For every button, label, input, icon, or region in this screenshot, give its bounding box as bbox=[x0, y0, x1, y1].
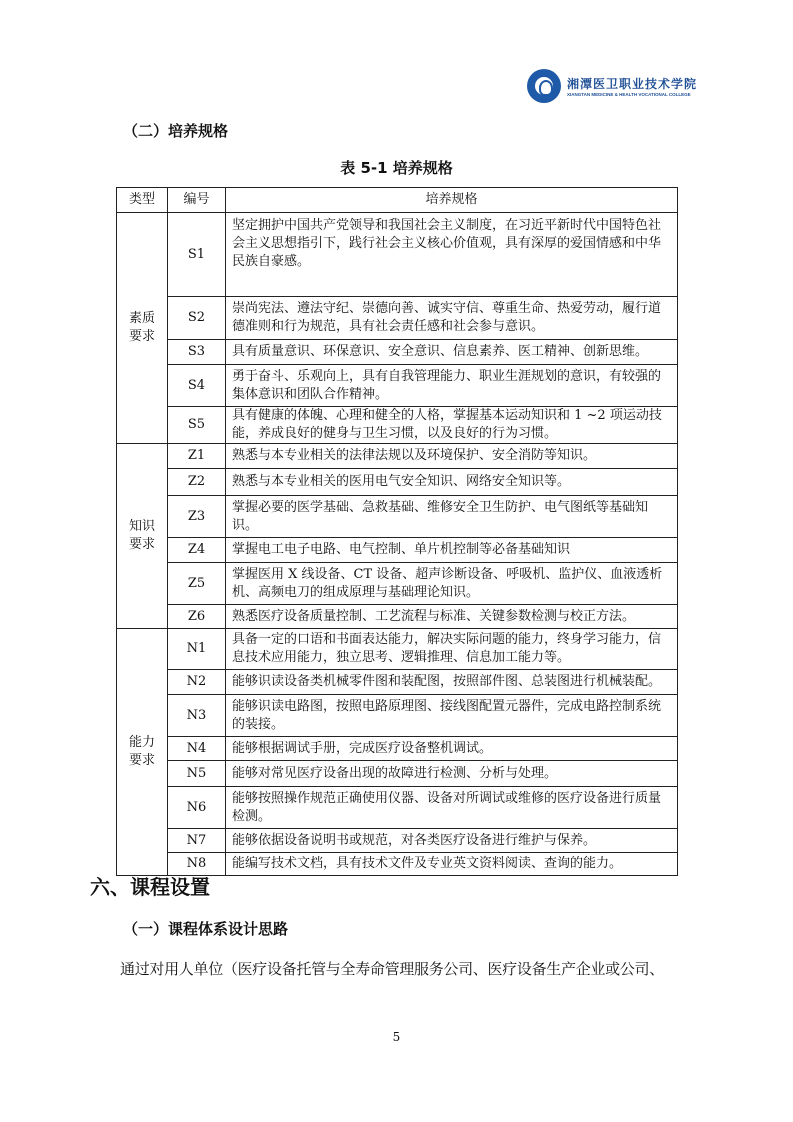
category-cell: 素质要求 bbox=[117, 213, 168, 444]
spec-cell: 崇尚宪法、遵法守纪、崇德向善、诚实守信、尊重生命、热爱劳动，履行道德准则和行为规范，具有社会责任感和社会参与意识。 bbox=[226, 297, 678, 340]
table-row bbox=[117, 496, 678, 538]
table-row bbox=[117, 340, 678, 365]
spec-cell: 掌握医用 X 线设备、CT 设备、超声诊断设备、呼吸机、监护仪、血液透析机、高频电刀的组成原理与基础理论知识。 bbox=[226, 563, 678, 605]
category-cell: 知识要求 bbox=[117, 444, 168, 629]
code-cell: S4 bbox=[168, 365, 226, 407]
table-row bbox=[117, 829, 678, 853]
code-cell: N8 bbox=[168, 853, 226, 876]
code-cell: N2 bbox=[168, 670, 226, 695]
spec-cell: 掌握必要的医学基础、急救基础、维修安全卫生防护、电气图纸等基础知识。 bbox=[226, 496, 678, 538]
code-cell: N5 bbox=[168, 761, 226, 787]
spec-cell: 能够按照操作规范正确使用仪器、设备对所调试或维修的医疗设备进行质量检测。 bbox=[226, 787, 678, 829]
logo-chinese-name: 湘潭医卫职业技术学院 bbox=[567, 77, 698, 91]
code-cell: S2 bbox=[168, 297, 226, 340]
table-row bbox=[117, 365, 678, 407]
code-cell: N7 bbox=[168, 829, 226, 853]
spec-cell: 能够对常见医疗设备出现的故障进行检测、分析与处理。 bbox=[226, 761, 678, 787]
spec-cell: 熟悉与本专业相关的医用电气安全知识、网络安全知识等。 bbox=[226, 469, 678, 496]
table-row bbox=[117, 444, 678, 469]
page-number: 5 bbox=[392, 1030, 401, 1044]
table-row bbox=[117, 605, 678, 629]
code-cell: N6 bbox=[168, 787, 226, 829]
code-cell: Z3 bbox=[168, 496, 226, 538]
header-type: 类型 bbox=[117, 188, 168, 213]
spec-cell: 能够根据调试手册，完成医疗设备整机调试。 bbox=[226, 737, 678, 761]
table-row bbox=[117, 761, 678, 787]
table-row bbox=[117, 737, 678, 761]
spec-cell: 具有健康的体魄、心理和健全的人格，掌握基本运动知识和 1 ~2 项运动技能，养成良好的健身与卫生习惯，以及良好的行为习惯。 bbox=[226, 407, 678, 444]
code-cell: Z6 bbox=[168, 605, 226, 629]
spec-cell: 能够依据设备说明书或规范，对各类医疗设备进行维护与保养。 bbox=[226, 829, 678, 853]
college-seal-icon bbox=[527, 69, 561, 103]
table-row bbox=[117, 787, 678, 829]
code-cell: Z2 bbox=[168, 469, 226, 496]
training-spec-table bbox=[116, 187, 678, 876]
table-row bbox=[117, 695, 678, 737]
spec-cell: 能够识读设备类机械零件图和装配图，按照部件图、总装图进行机械装配。 bbox=[226, 670, 678, 695]
header-code: 编号 bbox=[168, 188, 226, 213]
table-row bbox=[117, 629, 678, 670]
table-row bbox=[117, 469, 678, 496]
table-row bbox=[117, 670, 678, 695]
section-heading: （二）培养规格 bbox=[123, 122, 229, 140]
spec-cell: 掌握电工电子电路、电气控制、单片机控制等必备基础知识 bbox=[226, 538, 678, 563]
college-logo bbox=[527, 66, 707, 106]
code-cell: S3 bbox=[168, 340, 226, 365]
table-row bbox=[117, 297, 678, 340]
spec-cell: 具备一定的口语和书面表达能力，解决实际问题的能力，终身学习能力，信息技术应用能力，独立思考、逻辑推理、信息加工能力等。 bbox=[226, 629, 678, 670]
code-cell: S5 bbox=[168, 407, 226, 444]
spec-cell: 能够识读电路图，按照电路原理图、接线图配置元器件，完成电路控制系统的装接。 bbox=[226, 695, 678, 737]
table-row bbox=[117, 407, 678, 444]
header-spec: 培养规格 bbox=[226, 188, 678, 213]
code-cell: N4 bbox=[168, 737, 226, 761]
table-row bbox=[117, 213, 678, 297]
code-cell: S1 bbox=[168, 213, 226, 297]
category-cell: 能力要求 bbox=[117, 629, 168, 876]
spec-cell: 熟悉与本专业相关的法律法规以及环境保护、安全消防等知识。 bbox=[226, 444, 678, 469]
logo-english-name: XIANGTAN MEDICINE & HEALTH VOCATIONAL COLLEGE bbox=[567, 92, 691, 97]
spec-cell: 勇于奋斗、乐观向上，具有自我管理能力、职业生涯规划的意识，有较强的集体意识和团队合作精神。 bbox=[226, 365, 678, 407]
spec-cell: 能编写技术文档，具有技术文件及专业英文资料阅读、查询的能力。 bbox=[226, 853, 678, 876]
table-row bbox=[117, 538, 678, 563]
spec-cell: 熟悉医疗设备质量控制、工艺流程与标准、关键参数检测与校正方法。 bbox=[226, 605, 678, 629]
code-cell: N1 bbox=[168, 629, 226, 670]
spec-cell: 坚定拥护中国共产党领导和我国社会主义制度，在习近平新时代中国特色社会主义思想指引下，践行社会主义核心价值观，具有深厚的爱国情感和中华民族自豪感。 bbox=[226, 213, 678, 297]
subsection-heading: （一）课程体系设计思路 bbox=[123, 920, 289, 938]
spec-cell: 具有质量意识、环保意识、安全意识、信息素养、医工精神、创新思维。 bbox=[226, 340, 678, 365]
code-cell: Z1 bbox=[168, 444, 226, 469]
table-header-row bbox=[117, 188, 678, 213]
table-caption: 表 5-1 培养规格 bbox=[340, 159, 453, 177]
chapter-heading: 六、课程设置 bbox=[90, 875, 210, 899]
table-row bbox=[117, 563, 678, 605]
code-cell: N3 bbox=[168, 695, 226, 737]
body-paragraph: 通过对用人单位（医疗设备托管与全寿命管理服务公司、医疗设备生产企业或公司、 bbox=[120, 960, 664, 978]
code-cell: Z5 bbox=[168, 563, 226, 605]
code-cell: Z4 bbox=[168, 538, 226, 563]
